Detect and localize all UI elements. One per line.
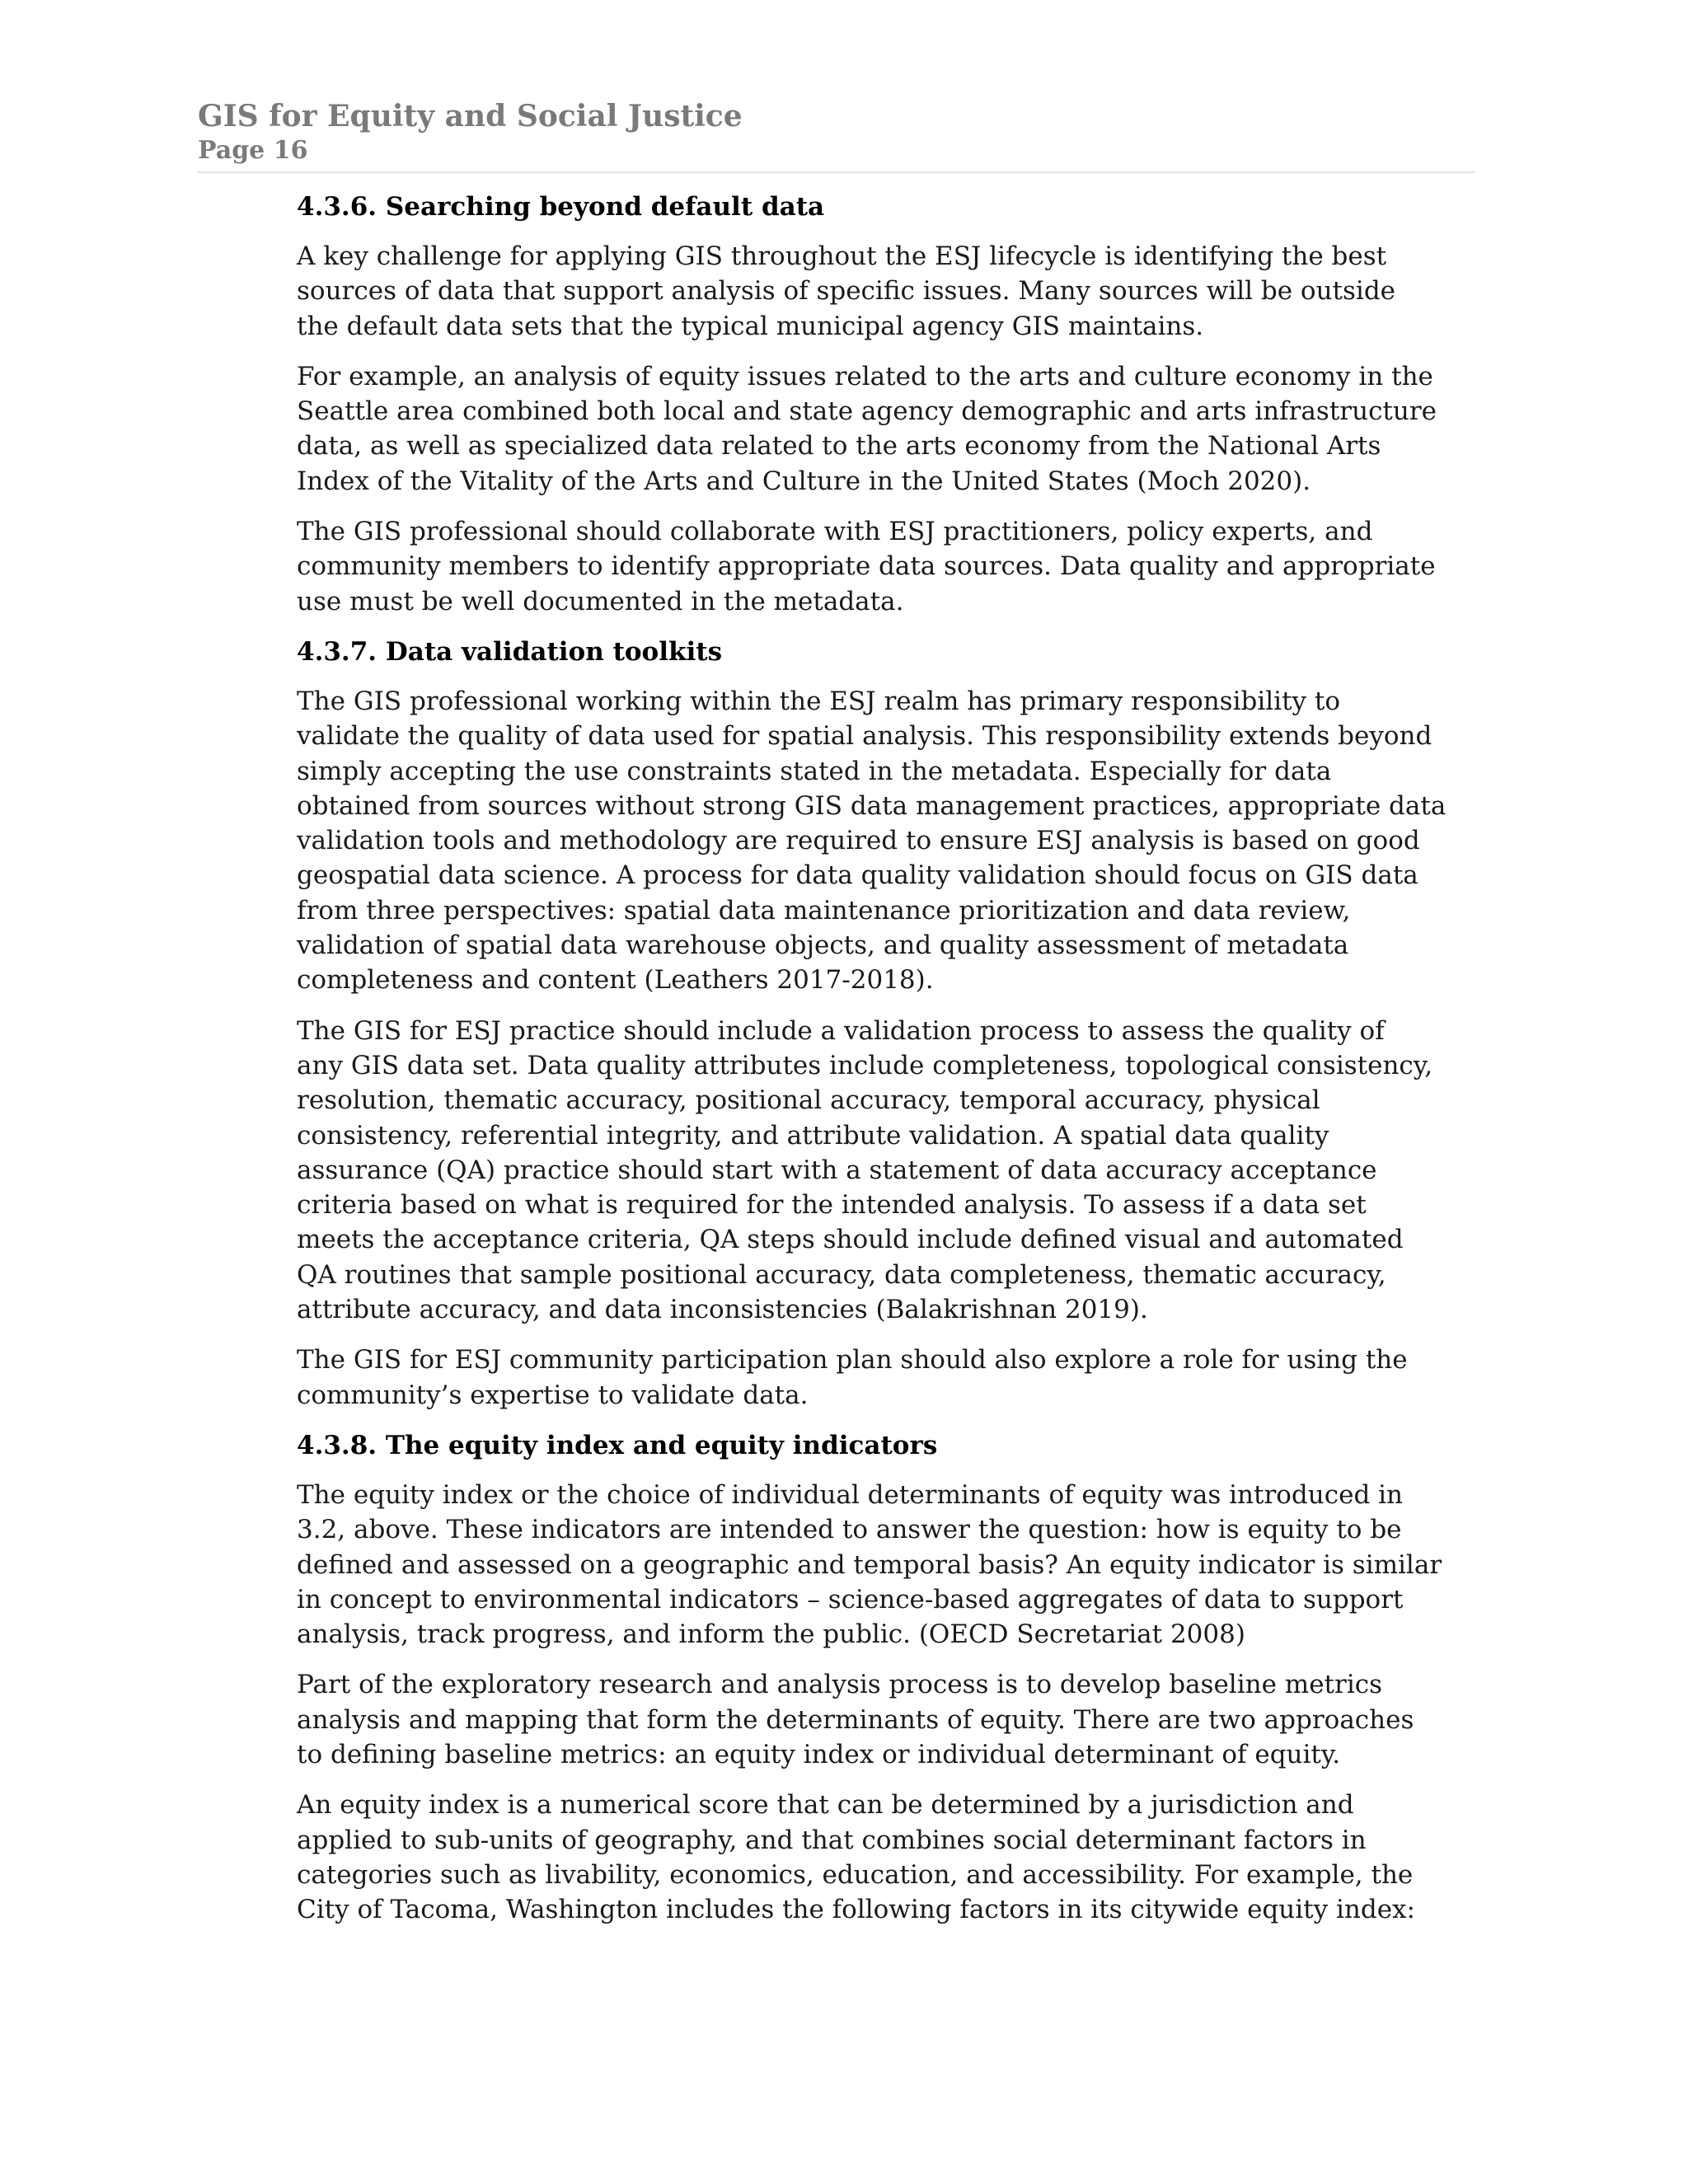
paragraph: A key challenge for applying GIS throughout the ESJ lifecycle is identifying the best sources of data that support analysis of specific issues. Many sources will be outside the default data sets that the typical municipal agency GIS maintains. [297,241,1396,341]
section-heading: 4.3.7. Data validation toolkits [297,636,723,667]
paragraph: The GIS for ESJ practice should include a validation process to assess the quality of any GIS data set. Data quality attributes include completeness, topological consistency, resolution, thematic accuracy, positional accuracy, temporal accuracy, physical consistency, referential integrity, and attribute validation. A spatial data quality assurance (QA) practice should start with a statement of data accuracy acceptance criteria based on what is required for the intended analysis. To assess if a data set meets the acceptance criteria, QA steps should include defined visual and automated QA routines that sample positional accuracy, data completeness, thematic accuracy, attribute accuracy, and data inconsistencies (Balakrishnan 2019). [297,1015,1433,1325]
document-body [297,183,1492,1943]
section-4-3-6 [297,190,1492,619]
header-divider [198,171,1475,173]
paragraph: The GIS for ESJ community participation plan should also explore a role for using the community’s expertise to validate data. [297,1345,1408,1410]
paragraph: The GIS professional should collaborate with ESJ practitioners, policy experts, and community members to identify appropriate data sources. Data quality and appropriate use must be well documented in the metadata. [297,517,1436,616]
section-4-3-8 [297,1428,1492,1928]
paragraph: The equity index or the choice of individual determinants of equity was introduced in 3.2, above. These indicators are intended to answer the question: how is equity to be defined and assessed on a geographic and temporal basis? An equity indicator is similar in concept to environmental indicators – science-based aggregates of data to support analysis, track progress, and inform the public. (OECD Secretariat 2008) [297,1479,1442,1650]
page-header [198,97,1475,166]
paragraph: For example, an analysis of equity issues related to the arts and culture economy in the Seattle area combined both local and state agency demographic and arts infrastructure data, as well as specialized data related to the arts economy from the National Arts Index of the Vitality of the Arts and Culture in the United States (Moch 2020). [297,361,1437,496]
section-heading: 4.3.8. The equity index and equity indicators [297,1430,938,1460]
section-4-3-7 [297,635,1492,1413]
paragraph: The GIS professional working within the ESJ realm has primary responsibility to validate the quality of data used for spatial analysis. This responsibility extends beyond simply accepting the use constraints stated in the metadata. Especially for data obtained from sources without strong GIS data management practices, appropriate data validation tools and methodology are required to ensure ESJ analysis is based on good geospatial data science. A process for data quality validation should focus on GIS data from three perspectives: spatial data maintenance prioritization and data review, validation of spatial data warehouse objects, and quality assessment of metadata completeness and content (Leathers 2017-2018). [297,686,1447,996]
section-heading: 4.3.6. Searching beyond default data [297,192,825,222]
document-title: GIS for Equity and Social Justice [198,99,743,134]
paragraph: An equity index is a numerical score that can be determined by a jurisdiction and applied to sub-units of geography, and that combines social determinant factors in categories such as livability, economics, education, and accessibility. For example, the City of Tacoma, Washington includes the following factors in its citywide equity index: [297,1790,1415,1925]
page-number: Page 16 [198,136,308,165]
paragraph: Part of the exploratory research and analysis process is to develop baseline metrics analysis and mapping that form the determinants of equity. There are two approaches to defining baseline metrics: an equity index or individual determinant of equity. [297,1670,1414,1769]
